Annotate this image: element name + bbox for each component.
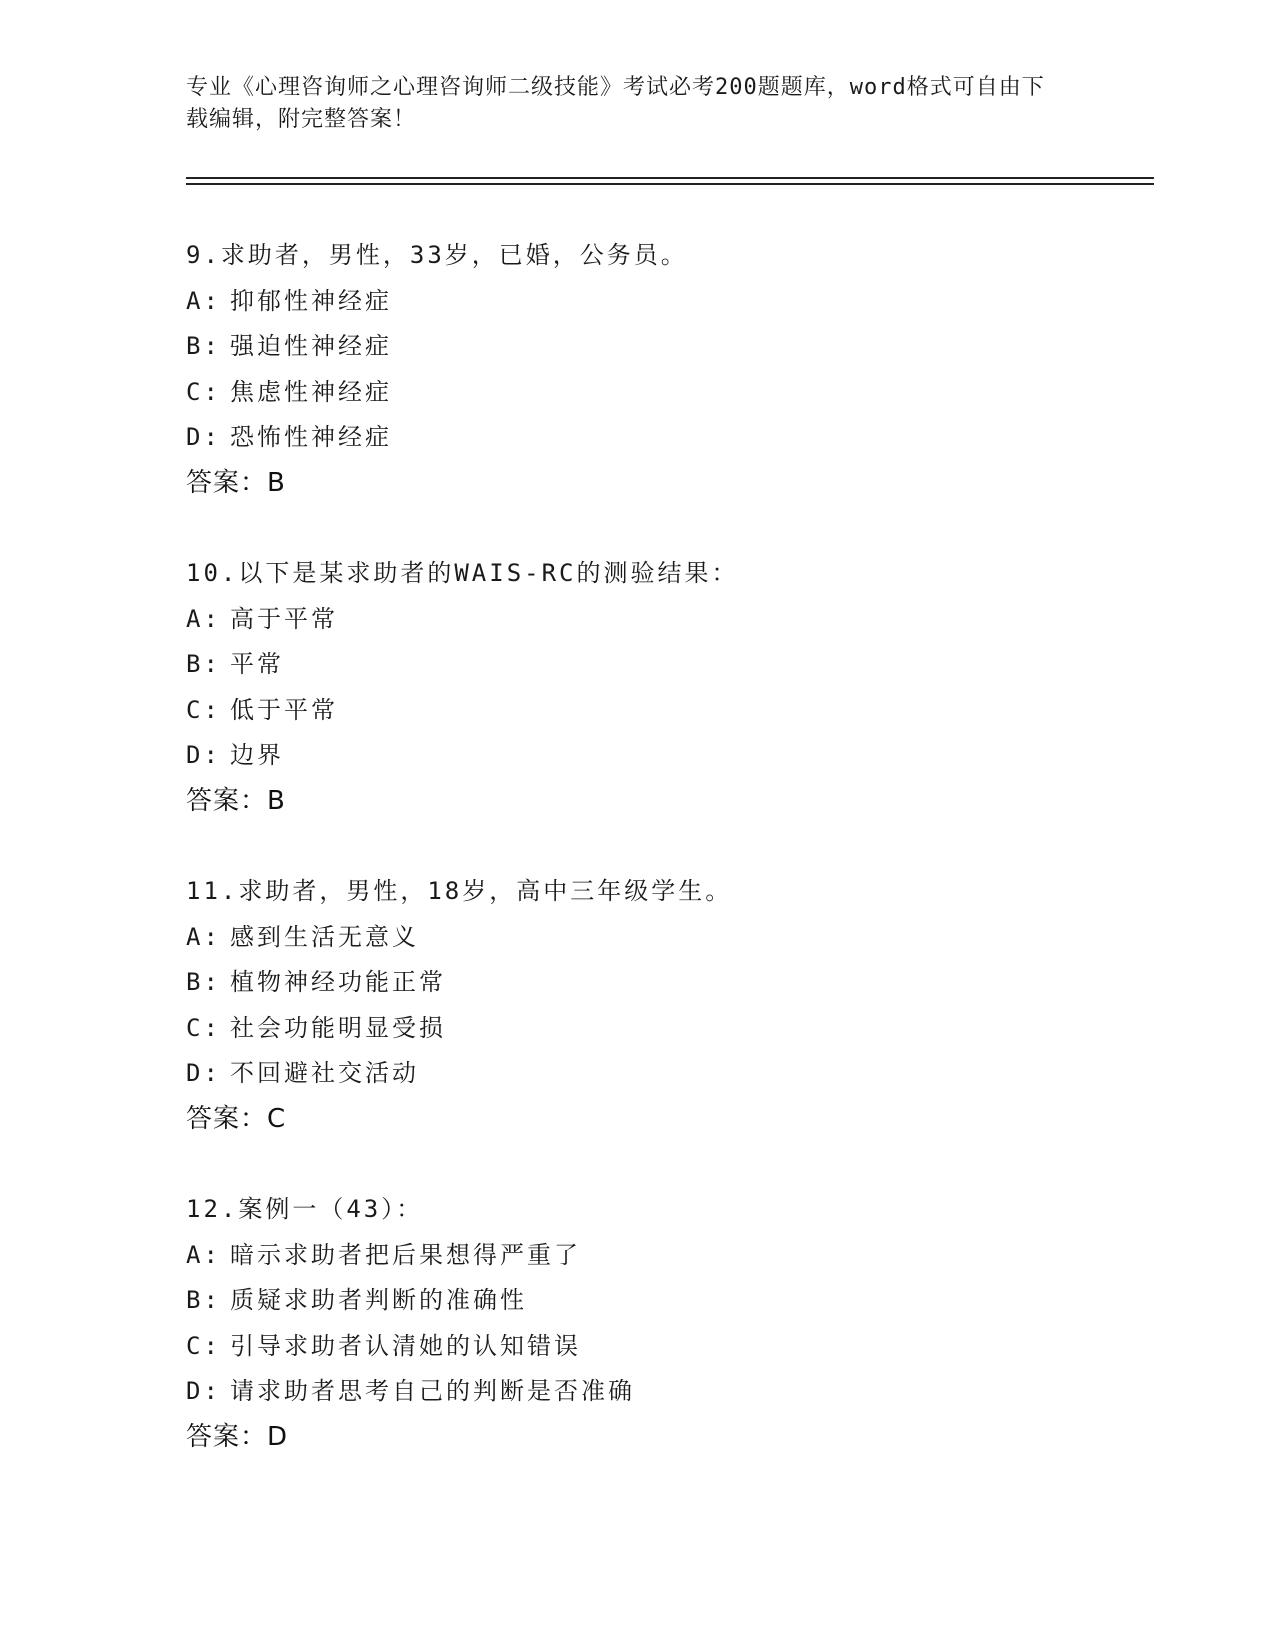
option-text: 恐怖性神经症 (230, 423, 392, 451)
option-letter: A: (186, 1240, 221, 1269)
question-11 (186, 869, 1086, 1142)
option-b (186, 642, 1086, 688)
option-d (186, 1051, 1086, 1097)
option-letter: C: (186, 377, 221, 406)
option-text: 强迫性神经症 (230, 332, 392, 360)
option-letter: B: (186, 1286, 221, 1314)
option-a (186, 279, 1086, 325)
option-text: 引导求助者认清她的认知错误 (230, 1331, 581, 1360)
option-d (186, 415, 1086, 461)
option-text: 边界 (230, 741, 284, 769)
option-letter: D: (186, 423, 221, 451)
option-text: 请求助者思考自己的判断是否准确 (230, 1377, 635, 1405)
option-letter: B: (186, 650, 221, 678)
option-c (186, 688, 1086, 734)
option-c (186, 1324, 1086, 1370)
option-letter: B: (186, 968, 221, 996)
header-divider-bottom (186, 183, 1154, 185)
question-stem: 12.案例一（43）： (186, 1195, 424, 1223)
option-letter: D: (186, 1377, 221, 1405)
question-stem: 9.求助者，男性，33岁，已婚，公务员。 (186, 241, 688, 269)
option-b (186, 1278, 1086, 1324)
option-letter: A: (186, 286, 221, 315)
option-text: 质疑求助者判断的准确性 (230, 1286, 527, 1314)
option-d (186, 1369, 1086, 1415)
option-letter: D: (186, 741, 221, 769)
option-d (186, 733, 1086, 779)
option-a (186, 597, 1086, 643)
question-stem: 10.以下是某求助者的WAIS-RC的测验结果： (186, 559, 739, 587)
option-text: 植物神经功能正常 (230, 968, 446, 996)
option-letter: B: (186, 332, 221, 360)
option-letter: C: (186, 1331, 221, 1360)
option-text: 暗示求助者把后果想得严重了 (230, 1240, 581, 1269)
option-text: 抑郁性神经症 (230, 286, 392, 315)
option-letter: C: (186, 695, 221, 724)
option-a (186, 1233, 1086, 1279)
document-intro-text: 专业《心理咨询师之心理咨询师二级技能》考试必考200题题库，word格式可自由下载编辑，附完整答案！ (186, 75, 1045, 132)
option-text: 高于平常 (230, 604, 338, 633)
answer-line: 答案：B (186, 467, 286, 498)
answer-line: 答案：D (186, 1421, 289, 1452)
option-b (186, 960, 1086, 1006)
option-letter: A: (186, 922, 221, 951)
question-10 (186, 551, 1086, 824)
option-text: 感到生活无意义 (230, 922, 419, 951)
question-12 (186, 1187, 1086, 1460)
option-text: 低于平常 (230, 695, 338, 724)
option-text: 社会功能明显受损 (230, 1013, 446, 1042)
option-letter: A: (186, 604, 221, 633)
option-text: 不回避社交活动 (230, 1059, 419, 1087)
option-b (186, 324, 1086, 370)
option-text: 焦虑性神经症 (230, 377, 392, 406)
header-divider-top (186, 177, 1154, 179)
option-a (186, 915, 1086, 961)
option-letter: C: (186, 1013, 221, 1042)
question-stem: 11.求助者，男性，18岁，高中三年级学生。 (186, 877, 733, 905)
question-9 (186, 233, 1086, 506)
option-text: 平常 (230, 650, 284, 678)
option-c (186, 1006, 1086, 1052)
option-c (186, 370, 1086, 416)
answer-line: 答案：C (186, 1103, 287, 1134)
option-letter: D: (186, 1059, 221, 1087)
answer-line: 答案：B (186, 785, 286, 816)
